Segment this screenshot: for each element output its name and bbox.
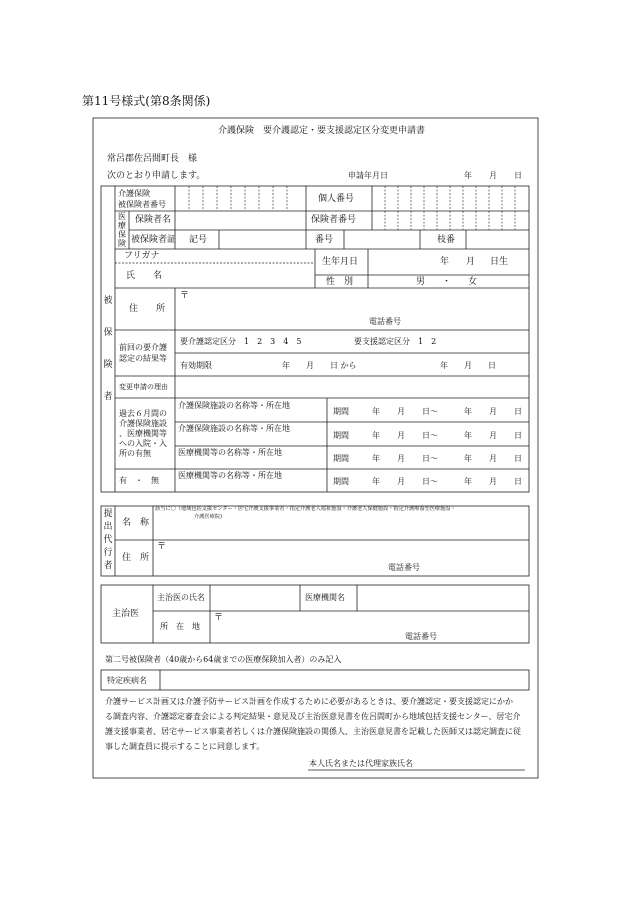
kaigo-label-1: 介護保険 xyxy=(118,189,150,198)
validity-day-2: 日 xyxy=(488,361,496,370)
birth-day: 日生 xyxy=(490,257,509,267)
application-day: 日 xyxy=(514,171,522,180)
facility-label-5: 所の有無 xyxy=(119,449,151,458)
previous-label-1: 前回の要介護 xyxy=(119,343,167,352)
second-insured-note: 第二号被保険者（40歳から64歳までの医療保険加入者）のみ記入 xyxy=(105,655,342,664)
facility-from-month: 月 xyxy=(397,454,405,463)
facility-label-3: 、医療機関等 xyxy=(119,429,167,438)
facility-entry-label: 介護保険施設の名称等・所在地 xyxy=(178,424,290,433)
facility-to-month: 月 xyxy=(489,431,497,440)
name-label: 氏 名 xyxy=(126,271,163,281)
facility-period-label: 期間 xyxy=(333,431,349,440)
consent-line-1: 介護サービス計画又は介護予防サービス計画を作成するために必要があるときは、要介護認定・要支援認定にかか xyxy=(105,697,513,706)
care-level-options: 要介護認定区分 1 2 3 4 5 xyxy=(180,337,302,346)
proxy-section-label: 提出代行者 xyxy=(103,509,113,571)
proxy-phone-label: 電話番号 xyxy=(388,563,420,572)
facility-from-year: 年 xyxy=(372,477,380,486)
validity-month-2: 月 xyxy=(464,361,472,370)
support-level-options: 要支援認定区分 1 2 xyxy=(354,337,437,346)
facility-to-day: 日 xyxy=(514,477,522,486)
proxy-address-label: 住 所 xyxy=(122,553,150,563)
facility-from-day: 日～ xyxy=(422,477,438,486)
facility-entry-label: 医療機関等の名称等・所在地 xyxy=(178,471,282,480)
birth-year: 年 xyxy=(440,257,450,267)
medical-insurance-label: 医療保険 xyxy=(118,212,126,248)
facility-label-4: への入院・入 xyxy=(119,439,167,448)
consent-line-3: 護支援事業者、居宅サービス事業者若しくは介護保険施設の関係人、主治医意見書を記載した医師又は認定調査に従 xyxy=(105,727,521,736)
form-title: 介護保険 要介護認定・要支援認定区分変更申請書 xyxy=(218,126,426,136)
previous-label-2: 認定の結果等 xyxy=(119,354,167,363)
validity-month: 月 xyxy=(306,361,314,370)
furigana-label: フリガナ xyxy=(124,251,160,261)
facility-to-year: 年 xyxy=(464,454,472,463)
symbol-label: 記号 xyxy=(189,235,208,245)
facility-from-month: 月 xyxy=(397,407,405,416)
facility-from-year: 年 xyxy=(372,407,380,416)
phone-label: 電話番号 xyxy=(369,317,401,326)
addressee: 常呂郡佐呂間町長 様 xyxy=(107,154,198,164)
validity-label: 有効期限 xyxy=(180,361,212,370)
proxy-name-label: 名 称 xyxy=(122,518,150,528)
address-label: 住 所 xyxy=(129,304,166,314)
insurer-name-label: 保険者名 xyxy=(135,215,172,225)
facility-to-month: 月 xyxy=(489,477,497,486)
proxy-check-line-1: 該当に〇（地域包括支援センター・居宅介護支援事業者・指定介護老人福祉施設・介護老人保健施設・指定介護療養型医療施設・ xyxy=(155,506,456,512)
facility-label-1: 過去６月間の xyxy=(119,409,167,418)
medical-institution-label: 医療機関名 xyxy=(305,593,345,602)
validity-from: 日 から xyxy=(330,361,357,370)
gender-label: 性 別 xyxy=(326,277,354,287)
facility-to-month: 月 xyxy=(489,407,497,416)
application-year: 年 xyxy=(464,171,472,180)
facility-from-year: 年 xyxy=(372,431,380,440)
branch-label: 枝番 xyxy=(437,235,456,245)
insured-section-label: 被保険者 xyxy=(103,296,113,402)
application-date-label: 申請年月日 xyxy=(348,171,388,180)
facility-entry-label: 医療機関等の名称等・所在地 xyxy=(178,448,282,457)
facility-from-day: 日～ xyxy=(422,431,438,440)
facility-yes-no[interactable]: 有 ・ 無 xyxy=(119,476,159,485)
application-month: 月 xyxy=(489,171,497,180)
postal-mark: 〒 xyxy=(180,291,190,301)
personal-number-label: 個人番号 xyxy=(318,194,355,204)
facility-from-year: 年 xyxy=(372,454,380,463)
facility-from-month: 月 xyxy=(397,431,405,440)
proxy-postal-mark: 〒 xyxy=(157,542,167,552)
doctor-section-label: 主治医 xyxy=(112,609,140,619)
birthdate-label: 生年月日 xyxy=(322,257,359,267)
form-number: 第11号様式(第8条関係) xyxy=(82,94,211,108)
facility-entry-label: 介護保険施設の名称等・所在地 xyxy=(178,401,290,410)
facility-period-label: 期間 xyxy=(333,477,349,486)
signature-label: 本人氏名または代理家族氏名 xyxy=(309,759,413,768)
change-reason-label: 変更申請の理由 xyxy=(119,383,168,391)
facility-to-day: 日 xyxy=(514,454,522,463)
number-label: 番号 xyxy=(315,235,334,245)
facility-to-year: 年 xyxy=(464,407,472,416)
birth-month: 月 xyxy=(466,257,476,267)
facility-from-day: 日～ xyxy=(422,454,438,463)
consent-line-4: 事した調査員に提示することに同意します。 xyxy=(105,742,265,751)
doctor-postal-mark: 〒 xyxy=(214,613,224,623)
validity-year-2: 年 xyxy=(440,361,448,370)
facility-to-day: 日 xyxy=(514,431,522,440)
specified-disease-label: 特定疾病名 xyxy=(107,676,147,685)
doctor-phone-label: 電話番号 xyxy=(405,632,437,641)
gender-separator: ・ xyxy=(442,277,452,287)
facility-to-year: 年 xyxy=(464,477,472,486)
gender-female[interactable]: 女 xyxy=(468,277,478,287)
facility-label-2: 介護保険施設 xyxy=(119,419,167,428)
doctor-name-label: 主治医の氏名 xyxy=(157,593,205,602)
validity-year: 年 xyxy=(282,361,290,370)
facility-from-day: 日～ xyxy=(422,407,438,416)
facility-to-day: 日 xyxy=(514,407,522,416)
doctor-location-label: 所 在 地 xyxy=(160,622,200,631)
kaigo-label-2: 被保険者番号 xyxy=(118,200,166,209)
insured-card-label: 被保険者証 xyxy=(131,235,177,245)
facility-to-month: 月 xyxy=(489,454,497,463)
consent-line-2: る調査内容、介護認定審査会による判定結果・意見及び主治医意見書を佐呂間町から地域包括支援センター、居宅介 xyxy=(105,712,521,721)
intro-text: 次のとおり申請します。 xyxy=(107,171,206,181)
gender-male[interactable]: 男 xyxy=(416,277,426,287)
facility-from-month: 月 xyxy=(397,477,405,486)
insurer-number-label: 保険者番号 xyxy=(311,215,357,225)
facility-to-year: 年 xyxy=(464,431,472,440)
proxy-check-line-2: 介護医療院) xyxy=(194,514,222,520)
facility-period-label: 期間 xyxy=(333,407,349,416)
facility-period-label: 期間 xyxy=(333,454,349,463)
